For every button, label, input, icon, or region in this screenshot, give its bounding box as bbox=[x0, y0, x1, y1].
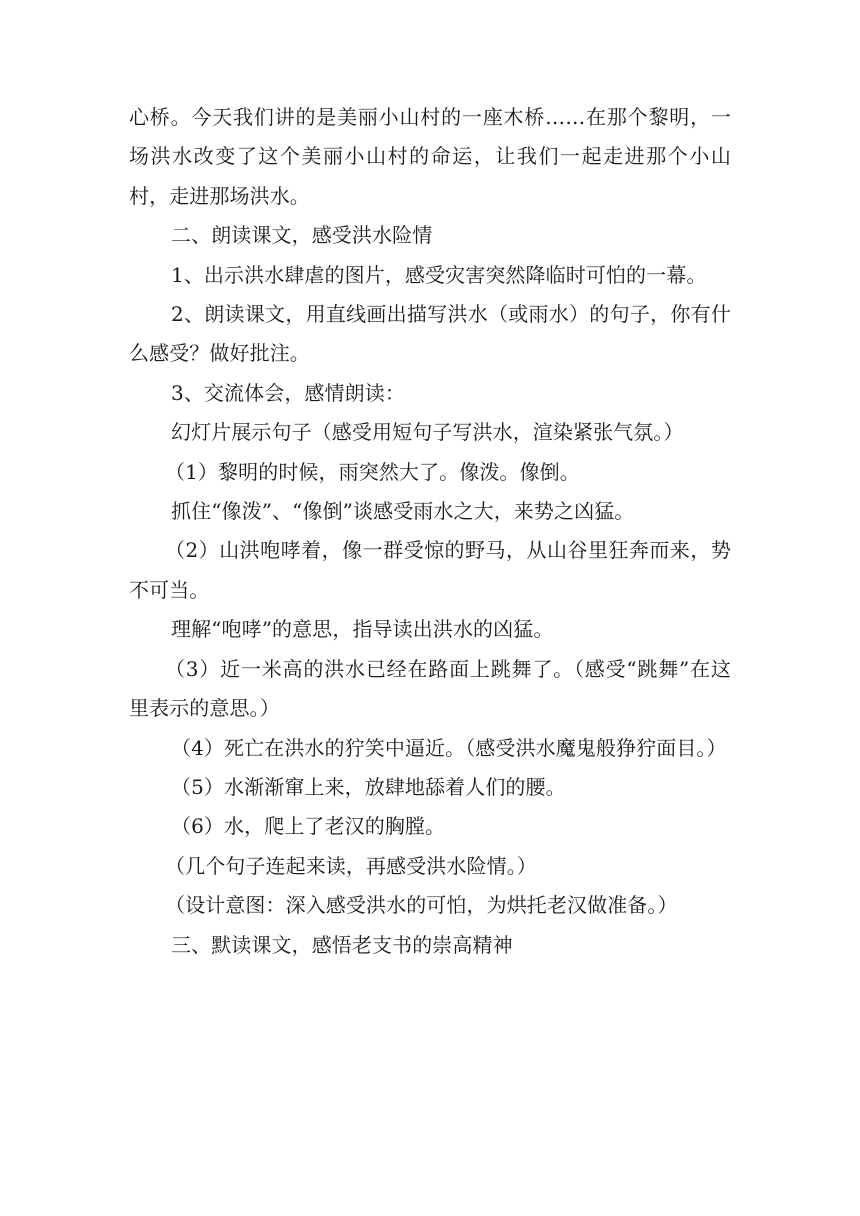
sentence-3: （3）近一米高的洪水已经在路面上跳舞了。（感受“跳舞”在这里表示的意思。） bbox=[129, 656, 731, 721]
section-heading-3: 三、默读课文，感悟老支书的崇高精神 bbox=[171, 932, 513, 957]
sentence-2: （2）山洪咆哮着，像一群受惊的野马，从山谷里狂奔而来，势不可当。 bbox=[129, 538, 731, 602]
sentence-4: （4）死亡在洪水的狞笑中逼近。（感受洪水魔鬼般狰狞面目。） bbox=[171, 735, 727, 760]
section-heading-2: 二、朗读课文，感受洪水险情 bbox=[171, 223, 433, 248]
paragraph-note-2: 理解“咆哮”的意思，指导读出洪水的凶猛。 bbox=[171, 617, 554, 642]
paragraph-step-2: 2、朗读课文，用直线画出描写洪水（或雨水）的句子，你有什么感受？做好批注。 bbox=[129, 302, 731, 366]
sentence-5: （5）水渐渐窜上来，放肆地舔着人们的腰。 bbox=[171, 774, 566, 799]
sentence-1: （1）黎明的时候，雨突然大了。像泼。像倒。 bbox=[165, 459, 580, 484]
paragraph-step-1: 1、出示洪水肆虐的图片，感受灾害突然降临时可怕的一幕。 bbox=[171, 262, 707, 287]
paragraph-note-1: 抓住“像泼”、“像倒”谈感受雨水之大，来势之凶猛。 bbox=[171, 499, 635, 524]
paragraph-design-intent: （设计意图：深入感受洪水的可怕，为烘托老汉做准备。） bbox=[165, 893, 678, 918]
sentence-6: （6）水，爬上了老汉的胸膛。 bbox=[171, 814, 446, 839]
paragraph-note-3: （几个句子连起来读，再感受洪水险情。） bbox=[165, 853, 537, 878]
paragraph-slides: 幻灯片展示句子（感受用短句子写洪水，渲染紧张气氛。） bbox=[171, 420, 684, 445]
paragraph-step-3: 3、交流体会，感情朗读： bbox=[171, 380, 405, 405]
paragraph-intro: 心桥。今天我们讲的是美丽小山村的一座木桥……在那个黎明，一场洪水改变了这个美丽小山村的命运，让我们一起走进那个小山村，走进那场洪水。 bbox=[129, 105, 731, 208]
document-body bbox=[129, 98, 731, 965]
